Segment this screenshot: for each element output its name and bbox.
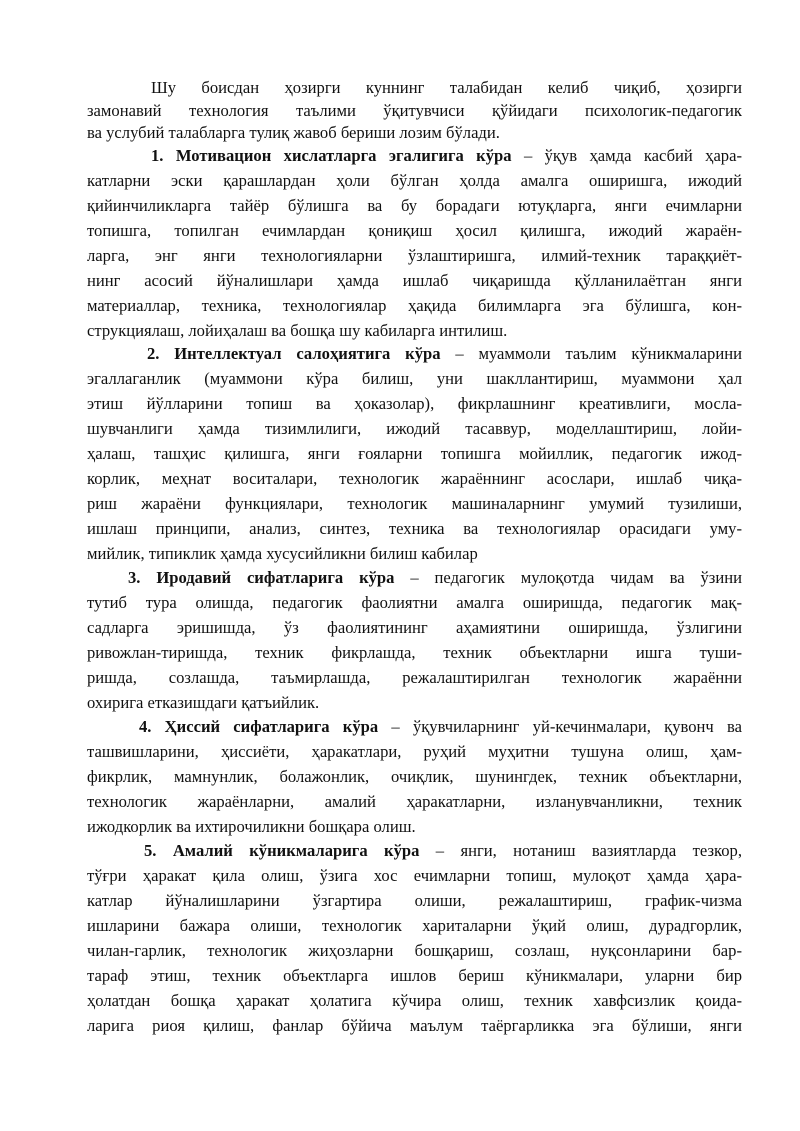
section-2-line: ҳалаш, ташҳис қилишга, янги ғояларни топишга мойиллик, педагогик ижод- — [87, 444, 742, 463]
intro-line-3: ва услубий талабларга тулиқ жавоб бериши лозим бўлади. — [87, 123, 500, 142]
section-2-line: шувчанлиги ҳамда тизимлилиги, ижодий тасаввур, моделлаштириш, лойи- — [87, 419, 742, 438]
section-5-first-line-text: – янги, нотаниш вазиятларда тезкор, — [419, 841, 742, 860]
section-3-heading: 3. Иродавий сифатларига кўра — [128, 568, 395, 587]
section-3-first-line-text: – педагогик мулоқотда чидам ва ўзини — [394, 568, 742, 587]
section-1-first-line — [151, 145, 742, 167]
section-2-line: этиш йўлларини топиш ва ҳоказолар), фикрлашнинг креативлиги, мосла- — [87, 394, 742, 413]
section-2-line: корлик, меҳнат воситалари, технологик жараённинг асослари, ишлаб чиқа- — [87, 469, 742, 488]
section-5-line: тараф этиш, техник объектларга ишлов бериш кўникмалари, уларни бир — [87, 966, 742, 985]
section-2-line: эгаллаганлик (муаммони кўра билиш, уни шакллантириш, муаммони ҳал — [87, 369, 742, 388]
section-1-line: материаллар, техника, технологиялар ҳақида билимларга эга бўлишга, кон- — [87, 296, 742, 315]
section-2-line: мийлик, типиклик ҳамда хусусийликни билиш кабилар — [87, 544, 478, 563]
section-1-line: қийинчиликларга тайёр бўлишга ва бу борадаги ютуқларга, янги ечимларни — [87, 196, 742, 215]
section-5-line: ларига риоя қилиш, фанлар бўйича маълум таёргарликка эга бўлиши, янги — [87, 1016, 742, 1035]
intro-line-2: замонавий технология таълими ўқитувчиси қўйидаги психологик-педагогик — [87, 101, 742, 120]
section-1-heading: 1. Мотивацион хислатларга эгалигига кўра — [151, 146, 512, 165]
section-4-first-line-text: – ўқувчиларнинг уй-кечинмалари, қувонч ва — [378, 717, 742, 736]
intro-line-1: Шу боисдан ҳозирги куннинг талабидан келиб чиқиб, ҳозирги — [151, 78, 742, 97]
section-3-line: ривожлан-тиришда, техник фикрлашда, техник объектларни ишга туши- — [87, 643, 742, 662]
section-5-line: катлар йўналишларини ўзгартира олиши, режалаштириш, график-чизма — [87, 891, 742, 910]
section-5-line: тўғри ҳаракат қила олиш, ўзига хос ечимларни топиш, мулоқот ҳамда ҳара- — [87, 866, 742, 885]
section-5-line: чилан-гарлик, технологик жиҳозларни бошқариш, созлаш, нуқсонларини бар- — [87, 941, 742, 960]
section-4-heading: 4. Ҳиссий сифатларига кўра — [139, 717, 379, 736]
section-1-line: ларга, энг янги технологияларни ўзлаштиришга, илмий-техник тараққиёт- — [87, 246, 742, 265]
section-2-line: риш жараёни функциялари, технологик машиналарнинг умумий тузилиши, — [87, 494, 742, 513]
section-4-line: фикрлик, мамнунлик, болажонлик, очиқлик, шунингдек, техник объектларни, — [87, 767, 742, 786]
section-2-first-line — [147, 343, 742, 365]
section-4-line: ташвишларини, ҳиссиёти, ҳаракатлари, руҳий муҳитни тушуна олиш, ҳам- — [87, 742, 742, 761]
section-1-line: нинг асосий йўналишлари ҳамда ишлаб чиқаришда қўлланилаётган янги — [87, 271, 742, 290]
section-5-line: ҳолатдан бошқа ҳаракат ҳолатига кўчира олиш, техник хавфсизлик қоида- — [87, 991, 742, 1010]
section-4-line: ижодкорлик ва ихтирочиликни бошқара олиш. — [87, 817, 416, 836]
section-4-first-line — [139, 716, 742, 738]
section-2-heading: 2. Интеллектуал салоҳиятига кўра — [147, 344, 441, 363]
section-3-line: ришда, созлашда, таъмирлашда, режалаштирилган технологик жараённи — [87, 668, 742, 687]
section-1-line: струкциялаш, лойиҳалаш ва бошқа шу кабиларга интилиш. — [87, 321, 508, 340]
section-3-first-line — [128, 567, 742, 589]
section-2-first-line-text: – муаммоли таълим кўникмаларини — [440, 344, 742, 363]
section-3-line: охирига етказишдаги қатъийлик. — [87, 693, 320, 712]
section-1-line: катларни эски қарашлардан ҳоли бўлган ҳолда амалга оширишга, ижодий — [87, 171, 742, 190]
section-5-heading: 5. Амалий кўникмаларига кўра — [144, 841, 420, 860]
section-3-line: тутиб тура олишда, педагогик фаолиятни амалга оширишда, педагогик мақ- — [87, 593, 742, 612]
section-3-line: садларга эришишда, ўз фаолиятининг аҳамиятини оширишда, ўзлигини — [87, 618, 742, 637]
section-1-first-line-text: – ўқув ҳамда касбий ҳара- — [511, 146, 742, 165]
section-2-line: ишлаш принципи, анализ, синтез, техника ва технологиялар орасидаги уму- — [87, 519, 742, 538]
section-4-line: технологик жараёнларни, амалий ҳаракатларни, изланувчанликни, техник — [87, 792, 742, 811]
section-5-first-line — [144, 840, 742, 862]
section-1-line: топишга, топилган ечимлардан қониқиш ҳосил қилишга, ижодий жараён- — [87, 221, 742, 240]
section-5-line: ишларини бажара олиши, технологик хариталарни ўқий олиш, дурадгорлик, — [87, 916, 742, 935]
